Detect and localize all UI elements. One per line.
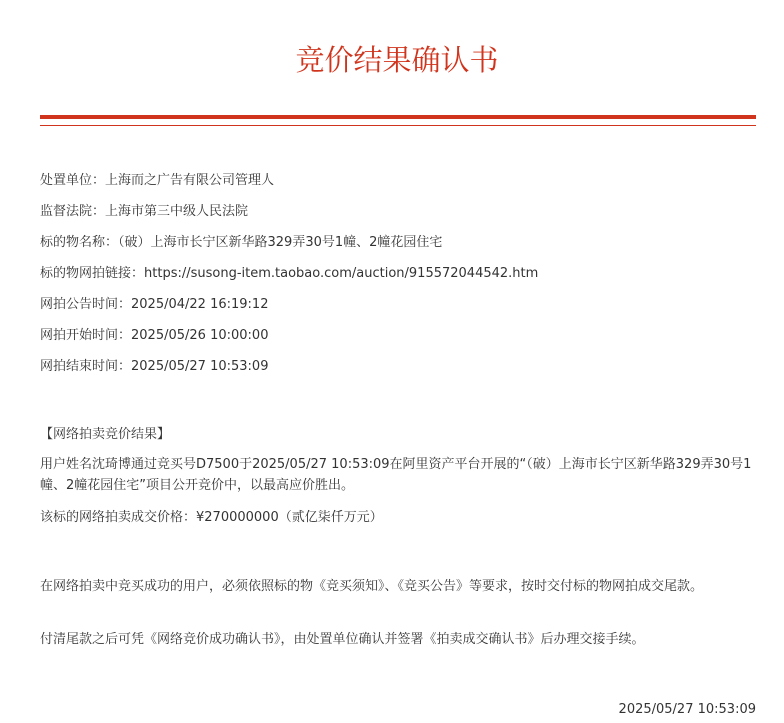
auction-link[interactable]: https://susong-item.taobao.com/auction/915572044542.htm — [144, 266, 539, 281]
info-label: 处置单位： — [40, 173, 106, 188]
title-divider-thick — [40, 115, 756, 119]
info-row-supervising-court — [40, 196, 760, 227]
info-label: 标的物名称： — [40, 235, 119, 250]
document-title: 竞价结果确认书 — [295, 43, 499, 77]
final-price: 该标的网络拍卖成交价格：¥270000000（贰亿柒仟万元） — [40, 510, 383, 525]
info-row-announce-time — [40, 289, 760, 320]
info-value: 2025/04/22 16:19:12 — [131, 297, 269, 312]
info-label: 标的物网拍链接： — [40, 266, 145, 281]
title-divider-thin — [40, 125, 756, 126]
info-row-disposal-unit — [40, 165, 760, 196]
info-value: 上海市第三中级人民法院 — [105, 204, 249, 219]
info-label: 监督法院： — [40, 204, 106, 219]
info-value: 上海而之广告有限公司管理人 — [105, 173, 275, 188]
info-row-auction-link — [40, 258, 760, 289]
info-value: （破）上海市长宁区新华路329弄30号1幢、2幢花园住宅 — [118, 235, 443, 250]
info-row-start-time — [40, 320, 760, 351]
auction-info-list — [40, 165, 760, 382]
info-row-item-name — [40, 227, 760, 258]
result-heading: 【网络拍卖竞价结果】 — [40, 427, 171, 442]
notice-paragraph: 付清尾款之后可凭《网络竞价成功确认书》，由处置单位确认并签署《拍卖成交确认书》后办理交接手续。 — [40, 632, 645, 647]
info-label: 网拍公告时间： — [40, 297, 132, 312]
info-row-end-time — [40, 351, 760, 382]
result-statement: 用户姓名沈琦博通过竞买号D7500于2025/05/27 10:53:09在阿里资产平台开展的“（破）上海市长宁区新华路329弄30号1幢、2幢花园住宅”项目公开竞价中，以最高应价胜出。 — [40, 457, 752, 493]
info-value: 2025/05/27 10:53:09 — [131, 359, 269, 374]
notice-paragraph: 在网络拍卖中竞买成功的用户，必须依照标的物《竞买须知》、《竞买公告》等要求，按时交付标的物网拍成交尾款。 — [40, 579, 704, 594]
info-label: 网拍开始时间： — [40, 328, 132, 343]
info-value: 2025/05/26 10:00:00 — [131, 328, 269, 343]
info-label: 网拍结束时间： — [40, 359, 132, 374]
footer-date: 2025/05/27 10:53:09 — [618, 702, 756, 717]
